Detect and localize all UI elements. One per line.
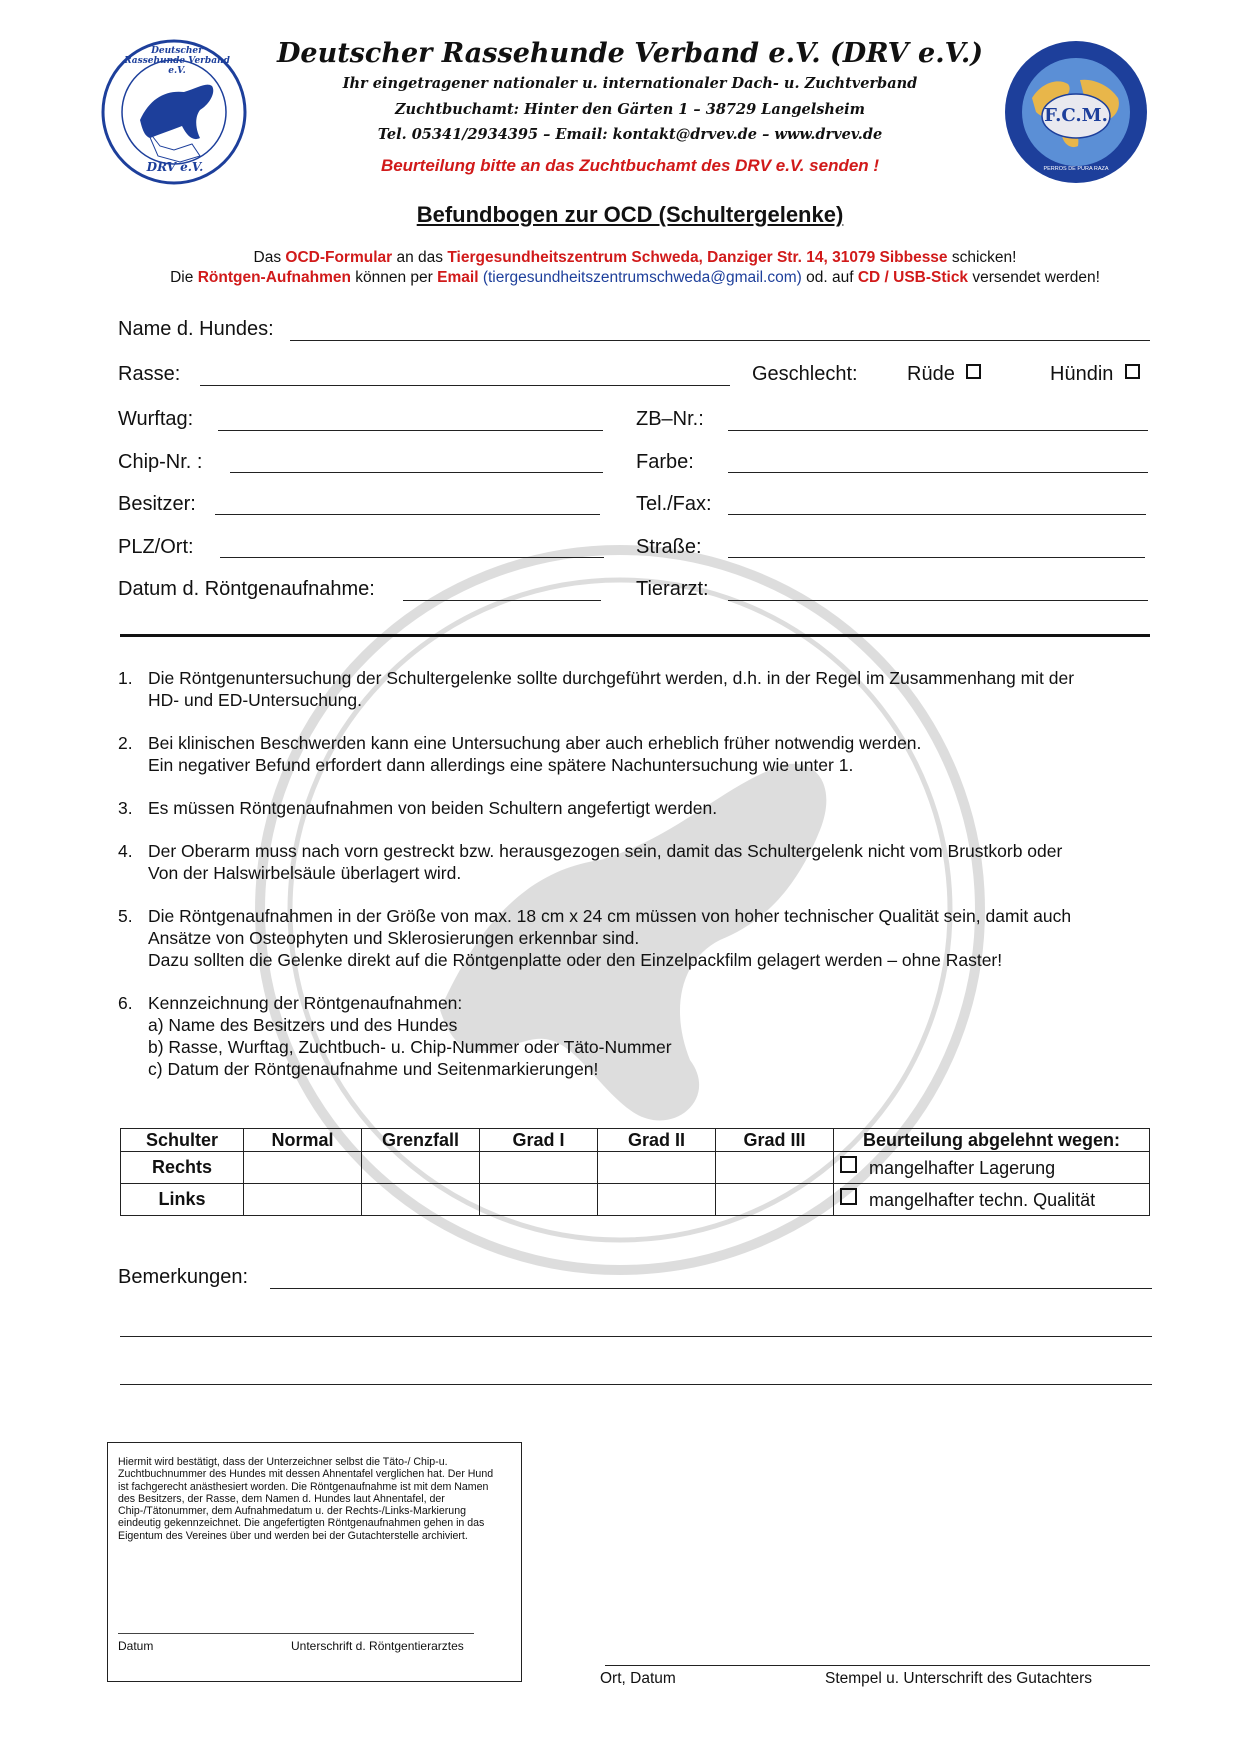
list-item [118, 667, 1148, 711]
list-item-number: 1. [118, 668, 133, 688]
label-strasse: Straße: [636, 536, 702, 558]
reason-lagerung-label: mangelhafter Lagerung [869, 1158, 1056, 1178]
list-item-text: HD- und ED-Untersuchung. [148, 690, 362, 710]
input-besitzer[interactable] [215, 514, 600, 515]
email-link[interactable]: (tiergesundheitszentrumschweda@gmail.com) [482, 269, 802, 286]
input-plz[interactable] [220, 557, 604, 558]
list-item [118, 732, 1148, 776]
input-farbe[interactable] [728, 472, 1148, 473]
instr-highlight: OCD-Formular [285, 249, 393, 266]
cell-links-grad-2[interactable] [598, 1184, 716, 1216]
input-rasse[interactable] [200, 385, 730, 386]
input-tel[interactable] [728, 514, 1146, 515]
list-item-text: c) Datum der Röntgenaufnahme und Seitenmarkierungen! [148, 1059, 599, 1079]
th-normal: Normal [244, 1129, 362, 1152]
instr-text: an das [392, 249, 448, 266]
list-item-text: a) Name des Besitzers und des Hundes [148, 1015, 458, 1035]
label-farbe: Farbe: [636, 451, 694, 473]
cell-rechts-grenzfall[interactable] [362, 1152, 480, 1184]
label-stempel: Stempel u. Unterschrift des Gutachters [825, 1670, 1093, 1687]
fcm-logo-center-text: F.C.M. [1044, 105, 1108, 126]
input-bemerkungen-1[interactable] [270, 1288, 1152, 1289]
label-tel: Tel./Fax: [636, 493, 712, 515]
org-contact: Tel. 05341/2934395 – Email: kontakt@drvev.de – www.drvev.de [377, 126, 883, 143]
label-chip: Chip-Nr. : [118, 451, 203, 473]
label-wurftag: Wurftag: [118, 408, 194, 430]
list-item-number: 2. [118, 733, 133, 753]
list-item-text: Bei klinischen Beschwerden kann eine Untersuchung aber auch erheblich früher notwendig werden. [148, 733, 922, 753]
input-tierarzt[interactable] [728, 600, 1148, 601]
instr-text: versendet werden! [968, 269, 1100, 286]
fcm-logo-bottom-text: PERROS DE PURA RAZA [1043, 166, 1109, 172]
th-beurteilung: Beurteilung abgelehnt wegen: [834, 1129, 1150, 1152]
list-item-text: Der Oberarm muss nach vorn gestreckt bzw. herausgezogen sein, damit das Schultergelenk nicht vom Brustkorb oder [148, 841, 1063, 861]
th-grad-1: Grad I [480, 1129, 598, 1152]
option-ruede-label: Rüde [907, 363, 955, 385]
list-item-text: Die Röntgenaufnahmen in der Größe von max. 18 cm x 24 cm müssen von hoher technischer Qualität sein, damit auch [148, 906, 1072, 926]
instructions-list [118, 667, 1148, 1101]
option-ruede[interactable] [907, 363, 981, 386]
th-grenzfall: Grenzfall [362, 1129, 480, 1152]
th-grad-2: Grad II [598, 1129, 716, 1152]
row-label-links: Links [121, 1184, 244, 1216]
list-item [118, 992, 1148, 1080]
input-zb[interactable] [728, 430, 1148, 431]
list-item-text: Ansätze von Osteophyten und Sklerosierungen erkennbar sind. [148, 928, 640, 948]
label-tierarzt: Tierarzt: [636, 578, 709, 600]
page-title: Befundbogen zur OCD (Schultergelenke) [416, 202, 844, 227]
table-row [121, 1152, 1150, 1184]
signature-line[interactable] [118, 1633, 474, 1634]
instr-text: od. auf [801, 269, 858, 286]
list-item-text: Ein negativer Befund erfordert dann allerdings eine spätere Nachuntersuchung wie unter 1. [148, 755, 854, 775]
cell-links-grenzfall[interactable] [362, 1184, 480, 1216]
label-unterschrift: Unterschrift d. Röntgentierarztes [291, 1639, 464, 1653]
drv-logo-ring-text: Deutscher Rassehunde Verband e.V. [124, 46, 230, 76]
checkbox-lagerung[interactable] [840, 1156, 857, 1173]
checkbox-ruede[interactable] [966, 364, 981, 379]
label-plz: PLZ/Ort: [118, 536, 194, 558]
option-huendin-label: Hündin [1050, 363, 1114, 385]
label-geschlecht: Geschlecht: [752, 363, 858, 385]
list-item-text: Es müssen Röntgenaufnahmen von beiden Schultern angefertigt werden. [148, 798, 718, 818]
label-rasse: Rasse: [118, 363, 181, 385]
section-divider [120, 634, 1150, 637]
instr-text: Das [253, 249, 286, 266]
list-item-text: Die Röntgenuntersuchung der Schultergelenke sollte durchgeführt werden, d.h. in der Regel im Zusammenhang mit der [148, 668, 1075, 688]
instr-highlight: CD / USB-Stick [857, 269, 969, 286]
list-item-number: 3. [118, 798, 133, 818]
list-item [118, 905, 1148, 971]
table-row [121, 1184, 1150, 1216]
instr-highlight: Röntgen-Aufnahmen [197, 269, 351, 286]
input-name[interactable] [290, 340, 1150, 341]
input-chip[interactable] [230, 472, 603, 473]
label-datum: Datum [118, 1639, 154, 1653]
list-item-number: 4. [118, 841, 133, 861]
checkbox-huendin[interactable] [1125, 364, 1140, 379]
th-grad-3: Grad III [716, 1129, 834, 1152]
label-name: Name d. Hundes: [118, 318, 274, 340]
input-bemerkungen-2[interactable] [120, 1336, 1152, 1337]
cell-rechts-grad-2[interactable] [598, 1152, 716, 1184]
instruction-line-2 [120, 269, 1150, 287]
option-huendin[interactable] [1050, 363, 1140, 386]
org-subtitle: Ihr eingetragener nationaler u. internationaler Dach- u. Zuchtverband [342, 75, 918, 92]
label-ort-datum: Ort, Datum [600, 1670, 676, 1687]
input-strasse[interactable] [728, 557, 1145, 558]
org-name: Deutscher Rassehunde Verband e.V. (DRV e.V.) [276, 38, 983, 69]
list-item-number: 6. [118, 993, 133, 1013]
input-bemerkungen-3[interactable] [120, 1384, 1152, 1385]
cell-links-grad-1[interactable] [480, 1184, 598, 1216]
instruction-line-1 [120, 249, 1150, 267]
org-address: Zuchtbuchamt: Hinter den Gärten 1 – 38729 Langelsheim [394, 101, 866, 118]
gutachter-signature-line[interactable] [605, 1665, 1150, 1666]
cell-links-normal[interactable] [244, 1184, 362, 1216]
cell-rechts-normal[interactable] [244, 1152, 362, 1184]
row-label-rechts: Rechts [121, 1152, 244, 1184]
input-wurftag[interactable] [218, 430, 603, 431]
instr-text: schicken! [947, 249, 1017, 266]
list-item-number: 5. [118, 906, 133, 926]
list-item [118, 840, 1148, 884]
instr-highlight: Tiergesundheitszentrum Schweda, Danziger Str. 14, 31079 Sibbesse [447, 249, 948, 266]
label-zb: ZB–Nr.: [636, 408, 704, 430]
reason-lagerung[interactable] [834, 1152, 1150, 1184]
table-header-row [121, 1129, 1150, 1152]
confirmation-text: Hiermit wird bestätigt, dass der Unterzeichner selbst die Täto-/ Chip-u. Zuchtbuchnummer des Hundes mit dessen Ahnentafel verglichen hat. Der Hund ist fachgerecht anästhesiert worden. Die Röntgenaufnahme ist mit dem Namen des Besitzers, der Rasse, dem Namen d. Hundes laut Ahnentafel, der Chip-/Tätonummer, dem Aufnahmedatum u. der Rechts-/Links-Markierung eindeutig gekennzeichnet. Die angefertigten Röntgenaufnahmen gehen in das Eigentum des Vereines über und werden bei der Gutachterstelle archiviert. [118, 1456, 494, 1542]
instr-text: können per [350, 269, 438, 286]
assessment-table [120, 1128, 1150, 1216]
cell-links-grad-3[interactable] [716, 1184, 834, 1216]
cell-rechts-grad-1[interactable] [480, 1152, 598, 1184]
list-item-text: b) Rasse, Wurftag, Zuchtbuch- u. Chip-Nummer oder Täto-Nummer [148, 1037, 672, 1057]
label-bemerkungen: Bemerkungen: [118, 1266, 249, 1288]
list-item [118, 797, 1148, 819]
label-besitzer: Besitzer: [118, 493, 196, 515]
reason-qualitaet-label: mangelhafter techn. Qualität [869, 1190, 1096, 1210]
cell-rechts-grad-3[interactable] [716, 1152, 834, 1184]
instr-highlight: Email [437, 269, 479, 286]
list-item-text: Dazu sollten die Gelenke direkt auf die Röntgenplatte oder den Einzelpackfilm gelagert werden – ohne Raster! [148, 950, 1003, 970]
label-datum-roentgen: Datum d. Röntgenaufnahme: [118, 578, 375, 600]
checkbox-qualitaet[interactable] [840, 1188, 857, 1205]
reason-qualitaet[interactable] [834, 1184, 1150, 1216]
confirmation-box [107, 1442, 522, 1682]
input-datum-roentgen[interactable] [403, 600, 601, 601]
instr-text: Die [170, 269, 198, 286]
list-item-text: Von der Halswirbelsäule überlagert wird. [148, 863, 462, 883]
drv-logo-bottom-text: DRV e.V. [146, 160, 204, 174]
header-notice: Beurteilung bitte an das Zuchtbuchamt des DRV e.V. senden ! [380, 156, 880, 175]
th-schulter: Schulter [121, 1129, 244, 1152]
list-item-text: Kennzeichnung der Röntgenaufnahmen: [148, 993, 463, 1013]
